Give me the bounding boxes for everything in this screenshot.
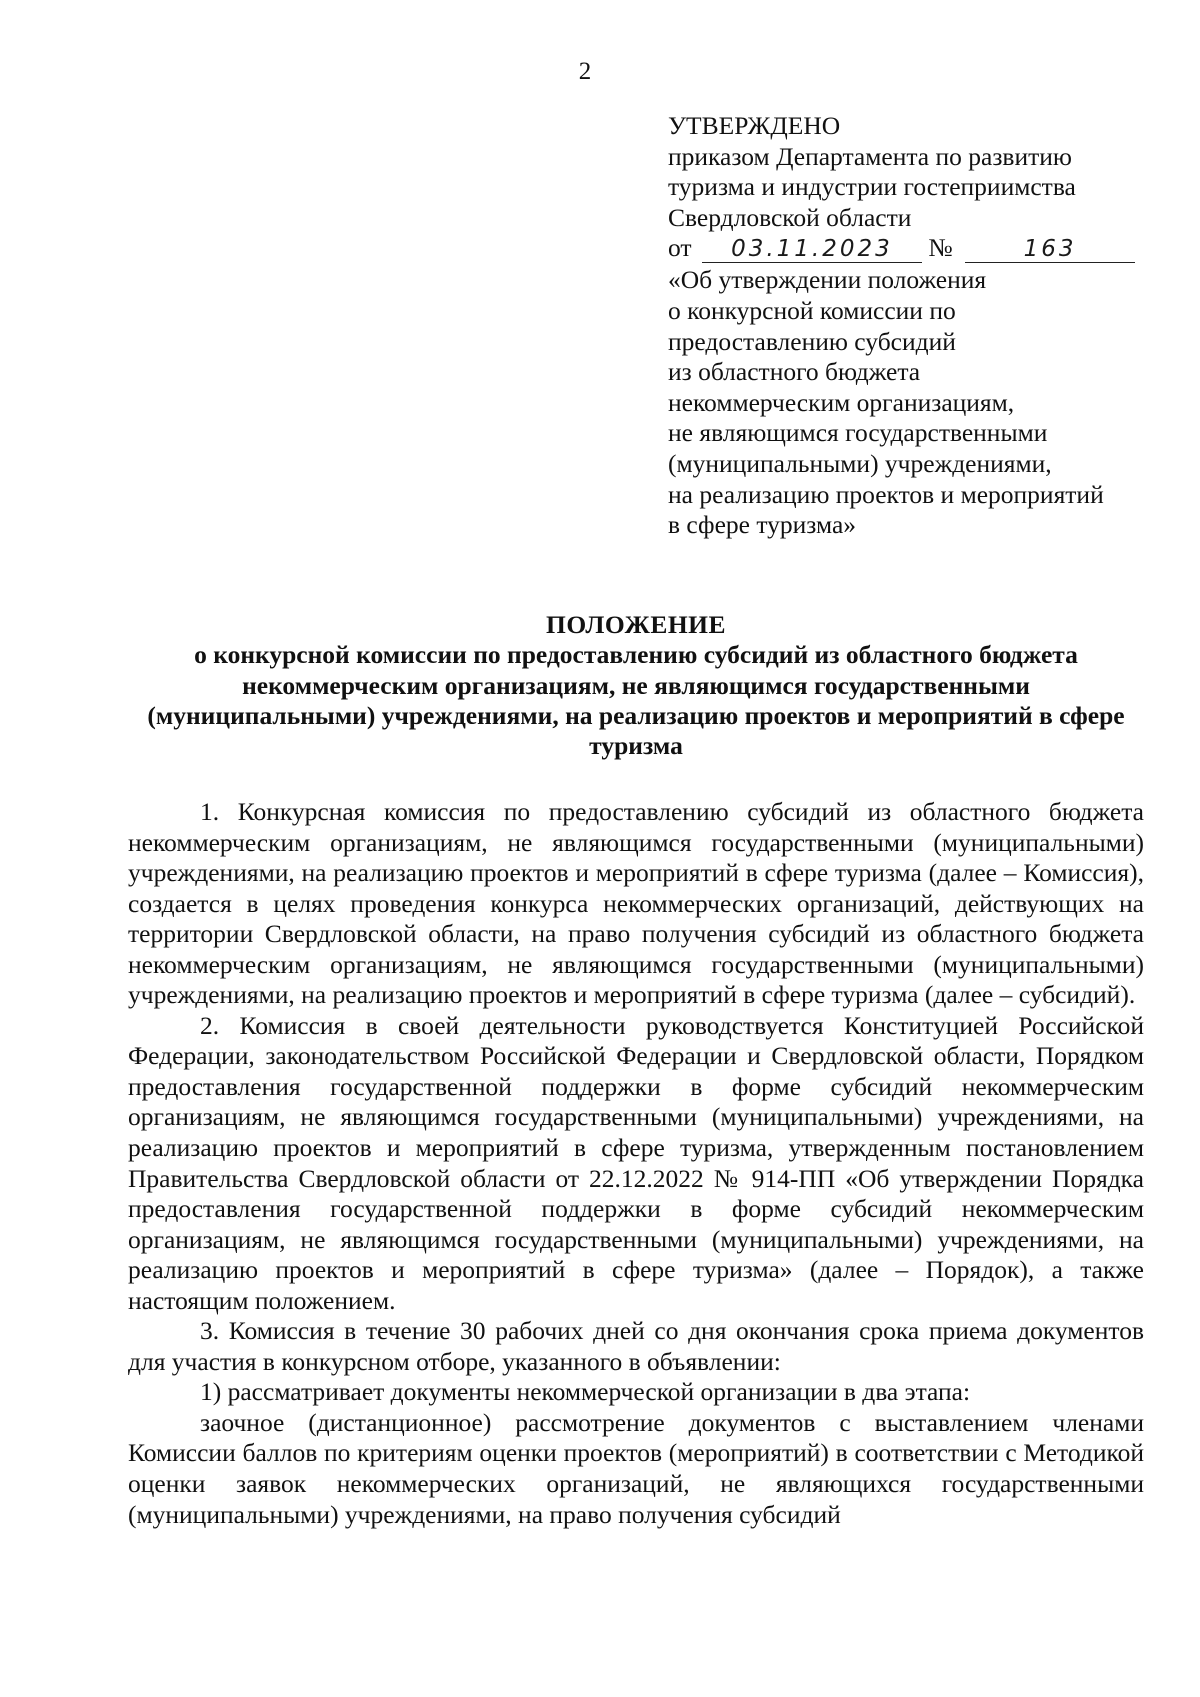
paragraph-1: 1. Конкурсная комиссия по предоставлению субсидий из областного бюджета некоммерческим организациям, не являющимся государственными (муниципальными) учреждениями, на реализацию проектов и мероприятий в сфере туризма (далее – Комиссия), создается в целях проведения конкурса некоммерческих организаций, действующих на территории Свердловской области, на право получения субсидий из областного бюджета некоммерческим организациям, не являющимся государственными (муниципальными) учреждениями, на реализацию проектов и мероприятий в сфере туризма (далее – субсидий). — [128, 797, 1144, 1010]
document-title-main: ПОЛОЖЕНИЕ — [546, 610, 726, 639]
document-title-line: (муниципальными) учреждениями, на реализацию проектов и мероприятий в сфере — [147, 700, 1125, 730]
approval-heading: УТВЕРЖДЕНО — [668, 111, 841, 140]
approval-line: Свердловской области — [668, 202, 912, 232]
number-prefix: № — [928, 233, 953, 263]
handwritten-date: 03.11.2023 — [702, 236, 922, 263]
approval-title-line: о конкурсной комиссии по — [668, 295, 956, 325]
approval-title-line: из областного бюджета — [668, 357, 921, 387]
approval-title-line: некоммерческим организациям, — [668, 387, 1015, 417]
page-number: 2 — [578, 58, 592, 85]
document-body — [128, 797, 1144, 1530]
handwritten-order-number: 163 — [965, 236, 1135, 263]
approval-title-line: (муниципальными) учреждениями, — [668, 448, 1052, 478]
paragraph-3-item-1-stage: заочное (дистанционное) рассмотрение документов с выставлением членами Комиссии баллов по критериям оценки проектов (мероприятий) в соответствии с Методикой оценки заявок некоммерческих организаций, не являющихся государственными (муниципальными) учреждениями, на право получения субсидий — [128, 1407, 1144, 1529]
document-title-line: некоммерческим организациям, не являющимся государственными — [242, 670, 1030, 700]
approval-title-line: не являющимся государственными — [668, 418, 1048, 448]
approval-line: туризма и индустрии гостеприимства — [668, 172, 1076, 202]
paragraph-2: 2. Комиссия в своей деятельности руководствуется Конституцией Российской Федерации, законодательством Российской Федерации и Свердловской области, Порядком предоставления государственной поддержки в форме субсидий некоммерческим организациям, не являющимся государственными (муниципальными) учреждениями, на реализацию проектов и мероприятий в сфере туризма, утвержденным постановлением Правительства Свердловской области от 22.12.2022 № 914-ПП «Об утверждении Порядка предоставления государственной поддержки в форме субсидий некоммерческим организациям, не являющимся государственными (муниципальными) учреждениями, на реализацию проектов и мероприятий в сфере туризма» (далее – Порядок), а также настоящим положением. — [128, 1010, 1144, 1315]
document-title-line: туризма — [589, 731, 683, 761]
approval-title-line: предоставлению субсидий — [668, 326, 956, 356]
paragraph-3: 3. Комиссия в течение 30 рабочих дней со дня окончания срока приема документов для участия в конкурсном отборе, указанного в объявлении: — [128, 1316, 1144, 1376]
document-title-line: о конкурсной комиссии по предоставлению субсидий из областного бюджета — [194, 640, 1078, 670]
approval-date-line — [668, 233, 1138, 265]
approval-title-line: «Об утверждении положения — [668, 265, 987, 295]
date-prefix: от — [668, 233, 692, 263]
approval-title-line: на реализацию проектов и мероприятий — [668, 479, 1104, 509]
approval-title-line: в сфере туризма» — [668, 510, 857, 540]
approval-line: приказом Департамента по развитию — [668, 141, 1072, 171]
document-title — [118, 610, 1154, 761]
approval-stamp-block — [668, 111, 1138, 541]
paragraph-3-item-1: 1) рассматривает документы некоммерческой организации в два этапа: — [200, 1377, 971, 1407]
